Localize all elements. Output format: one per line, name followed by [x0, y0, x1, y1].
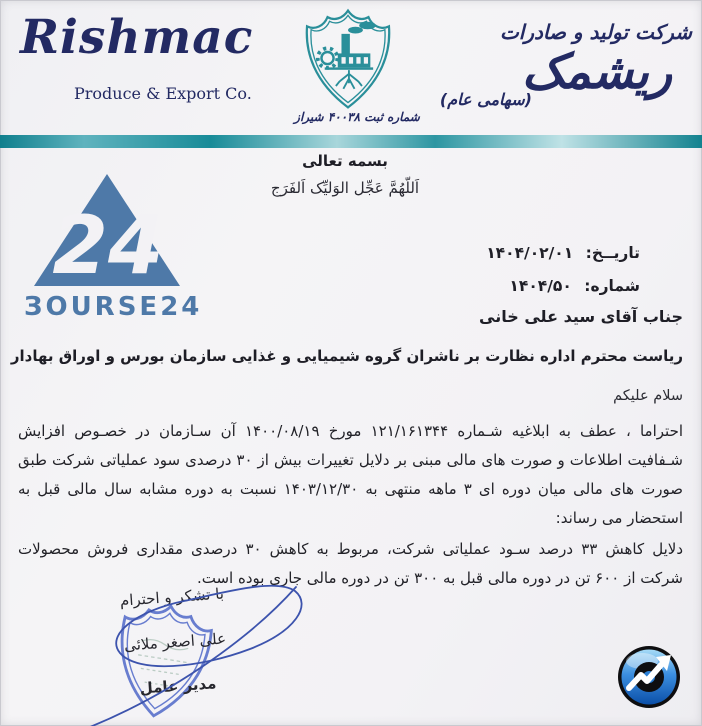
letter-body: [18, 417, 683, 593]
closing-line: با تشکر و احترام: [119, 584, 225, 610]
salutation: سلام علیکم: [613, 388, 683, 404]
signatory-title: مدیر عامل: [139, 674, 217, 698]
signature-scribble: [50, 575, 310, 726]
letter-number-row: [486, 277, 640, 295]
registration-number-text: شماره ثبت ۴۰۰۳۸ شیراز: [294, 110, 420, 124]
company-name-fa: ریشمک: [521, 44, 672, 100]
stock-chart-icon: [616, 644, 682, 714]
date-label: تاریــخ:: [585, 244, 640, 262]
signatory-name: علی اصغر ملائی: [123, 629, 227, 655]
header-divider-band: [0, 135, 702, 148]
body-paragraph-1: احتراما ، عطف به ابلاغیه شـماره ۱۲۱/۱۶۱۳۴۴ مورخ ۱۴۰۰/۰۸/۱۹ آن سـازمان در خصـوص افزایش شـفافیت اطلاعات و صورت های مالی مبنی بر دلایل تغییرات بیش از ۳۰ درصدی سود عملیاتی شرکت طبق صورت های مالی میان دوره ای ۳ ماهه منتهی به ۱۴۰۳/۱۲/۳۰ نسبت به دوره مشابه سال مالی قبل به استحضار می رساند:: [18, 422, 684, 527]
rishmac-logo-text: Rishmac: [20, 10, 254, 65]
bourse24-number: 24: [51, 199, 164, 290]
besmele-line: بسمه تعالی: [302, 152, 388, 170]
company-shield-emblem-icon: [292, 5, 404, 117]
recipient-title: ریاست محترم اداره نظارت بر ناشران گروه شیمیایی و غذایی سازمان بورس و اوراق بهادار: [10, 347, 683, 365]
letter-date-row: [486, 244, 640, 262]
bourse24-triangle-icon: [32, 172, 182, 290]
company-name-fa-line1: شرکت تولید و صادرات: [499, 20, 692, 44]
number-value: ۱۴۰۴/۵۰: [509, 277, 572, 295]
bourse24-wordmark: ЗOURSE24: [24, 292, 203, 322]
date-value: ۱۴۰۴/۰۲/۰۱: [486, 244, 574, 262]
company-type-fa: (سهامی عام): [439, 90, 532, 109]
rishmac-logo-subtitle: Produce & Export Co.: [74, 84, 252, 103]
body-paragraph-2: دلایل کاهش ۳۳ درصد سـود عملیاتی شرکت، مربوط به کاهش ۳۰ درصدی مقداری فروش محصولات شرکت از ۶۰۰ تن در دوره مالی قبل به ۳۰۰ تن در دوره مالی جاری بوده است.: [18, 540, 684, 587]
besmele-block: [230, 152, 460, 197]
prayer-line: اَللّهُمَّ عَجِّل الوَلیِّک اَلفَرَج: [270, 179, 420, 197]
letter-meta: [486, 244, 640, 310]
number-label: شماره:: [584, 277, 640, 295]
recipient-name: جناب آقای سید علی خانی: [479, 307, 683, 326]
bourse24-watermark: [24, 172, 203, 322]
